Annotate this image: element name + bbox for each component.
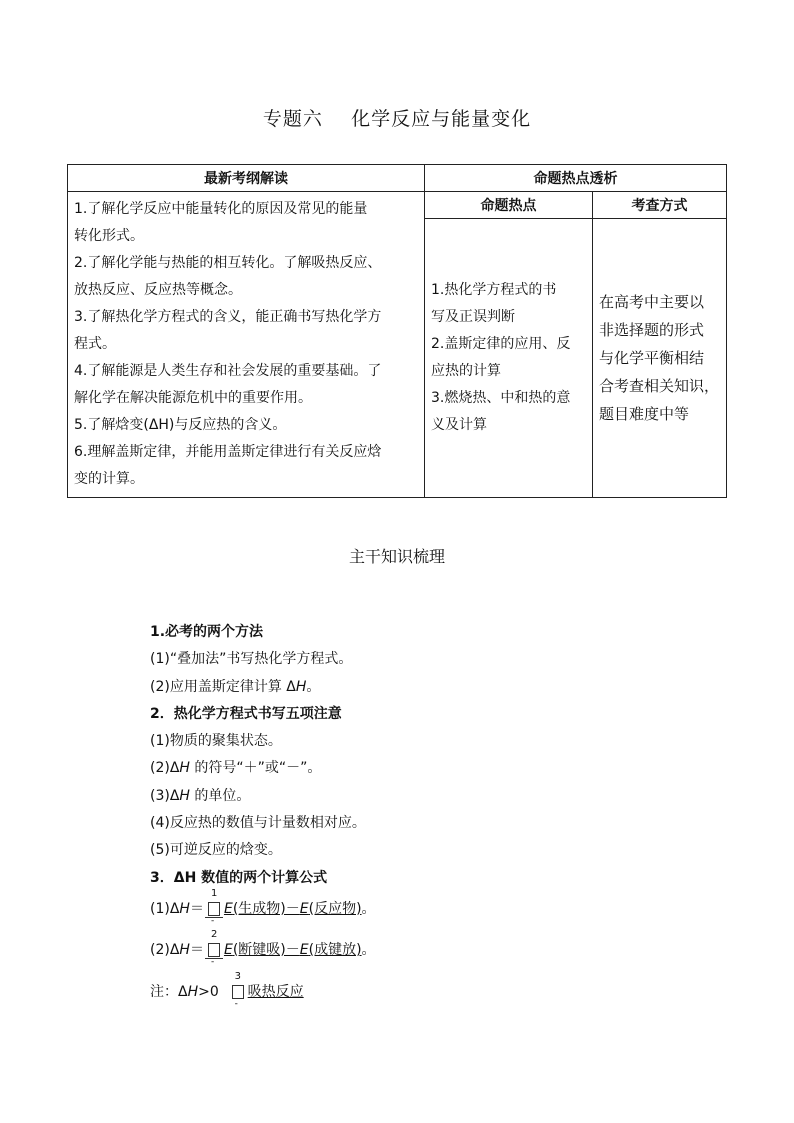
requirement-line: 6.理解盖斯定律，并能用盖斯定律进行有关反应焓	[74, 444, 382, 460]
exam-method-line: 与化学平衡相结	[599, 349, 705, 367]
requirement-line: 变的计算。	[74, 471, 144, 487]
fill-blank-box: 3 -	[229, 979, 247, 1005]
hot-topic-line: 义及计算	[431, 417, 487, 433]
heading-notes: 2．热化学方程式书写五项注意	[150, 705, 342, 722]
heading-formulas: 3．ΔH 数值的两个计算公式	[150, 869, 328, 886]
hot-topic-line: 1.热化学方程式的书	[431, 282, 557, 298]
formula-line: (2)ΔH＝ 2 - E(断键吸)－E(成键放)。	[150, 929, 376, 968]
page-title: 专题六 化学反应与能量变化	[262, 108, 532, 130]
requirement-line: 解化学在解决能源危机中的重要作用。	[74, 390, 312, 406]
hot-topic-line: 写及正误判断	[431, 309, 515, 325]
note-item: (4)反应热的数值与计量数相对应。	[150, 815, 366, 832]
heading-methods: 1.必考的两个方法	[150, 624, 264, 640]
fill-blank-box: 1 -	[205, 896, 223, 922]
hot-topics-cell	[425, 219, 593, 498]
hot-topic-line: 应热的计算	[431, 363, 501, 379]
requirements-cell	[68, 192, 425, 498]
exam-outline-table	[67, 164, 727, 498]
requirement-line: 1.了解化学反应中能量转化的原因及常见的能量	[74, 201, 368, 217]
requirement-line: 转化形式。	[74, 228, 144, 244]
col-header-hot-analysis: 命题热点透析	[425, 165, 727, 192]
method-item: (1)“叠加法”书写热化学方程式。	[150, 651, 353, 668]
exam-method-line: 非选择题的形式	[599, 321, 705, 339]
hot-topic-line: 2.盖斯定律的应用、反	[431, 336, 571, 352]
note-line: 注：ΔH>0 3 - 吸热反应	[150, 970, 304, 1009]
note-item: (3)ΔH 的单位。	[150, 787, 251, 804]
requirement-line: 5.了解焓变(ΔH)与反应热的含义。	[74, 417, 287, 433]
exam-method-line: 合考查相关知识，	[599, 377, 720, 395]
formula-line: (1)ΔH＝ 1 - E(生成物)－E(反应物)。	[150, 887, 376, 926]
note-item: (1)物质的聚集状态。	[150, 733, 282, 750]
fill-blank-box: 2 -	[205, 937, 223, 963]
hot-topic-line: 3.燃烧热、中和热的意	[431, 390, 571, 406]
col-header-requirements: 最新考纲解读	[68, 165, 425, 192]
exam-method-line: 题目难度中等	[599, 405, 690, 423]
sub-header-hot-topics: 命题热点	[425, 192, 593, 219]
method-item: (2)应用盖斯定律计算 ΔH。	[150, 678, 321, 695]
exam-method-cell	[593, 219, 727, 498]
requirement-line: 放热反应、反应热等概念。	[74, 282, 242, 298]
section-title: 主干知识梳理	[348, 547, 445, 566]
note-item: (2)ΔH 的符号“＋”或“－”。	[150, 760, 322, 777]
note-item: (5)可逆反应的焓变。	[150, 842, 282, 859]
knowledge-content	[150, 619, 710, 1009]
sub-header-exam-method: 考查方式	[593, 192, 727, 219]
requirement-line: 4.了解能源是人类生存和社会发展的重要基础。了	[74, 363, 382, 379]
exam-method-line: 在高考中主要以	[599, 293, 705, 311]
requirement-line: 程式。	[74, 336, 116, 352]
requirement-line: 3.了解热化学方程式的含义，能正确书写热化学方	[74, 309, 382, 325]
requirement-line: 2.了解化学能与热能的相互转化。了解吸热反应、	[74, 255, 382, 271]
